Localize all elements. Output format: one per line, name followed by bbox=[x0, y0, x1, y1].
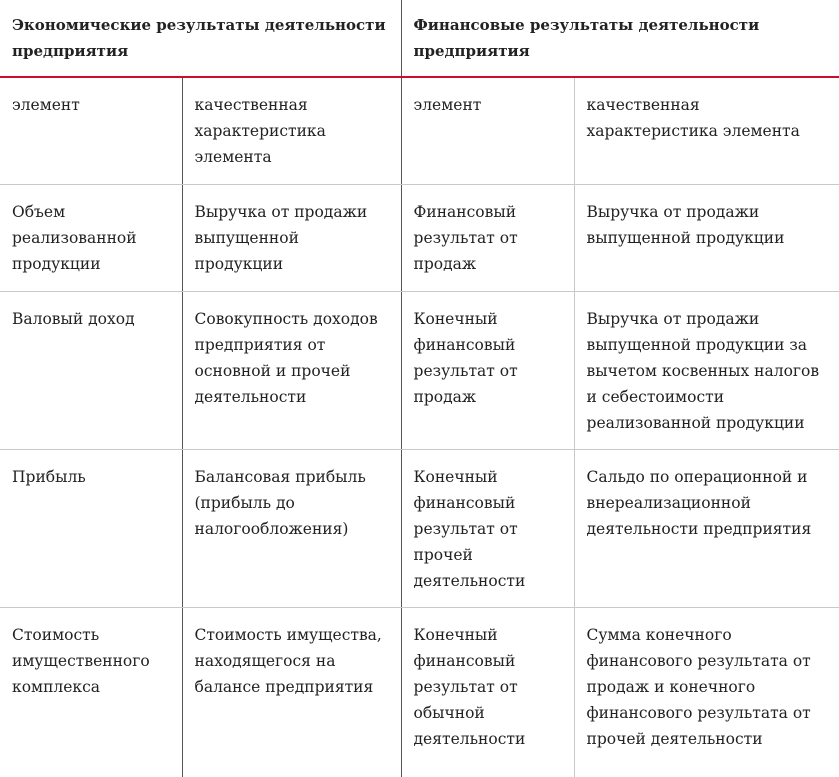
table-row bbox=[0, 449, 839, 607]
column-header-characteristic: качественная характеристика элемента bbox=[574, 77, 839, 184]
table-cell: Сумма конечного финансового результата от продаж и конечного финансового результата от прочей деятельности bbox=[586, 625, 811, 748]
economic-results-header: Экономические результаты деятельности предприятия bbox=[0, 0, 401, 77]
financial-results-header: Финансовые результаты деятельности предприятия bbox=[401, 0, 839, 77]
table-cell: Совокупность доходов предприятия от основной и прочей деятельности bbox=[182, 291, 401, 449]
table-cell: Объем реализованной продукции bbox=[0, 184, 182, 291]
column-header-element: элемент bbox=[401, 77, 574, 184]
column-header-row bbox=[0, 77, 839, 184]
table-cell: Конечный финансовый результат от обычной деятельности bbox=[401, 607, 574, 777]
column-header-characteristic: качественная характеристика элемента bbox=[182, 77, 401, 184]
table-row bbox=[0, 607, 839, 777]
table-cell: Конечный финансовый результат от прочей деятельности bbox=[401, 449, 574, 607]
table-cell: Выручка от продажи выпущенной продукции за вычетом косвенных налогов и себестоимости реализованной продукции bbox=[574, 291, 839, 449]
table-cell: Валовый доход bbox=[0, 291, 182, 449]
column-header-element: элемент bbox=[0, 77, 182, 184]
table-cell: Балансовая прибыль (прибыль до налогообложения) bbox=[182, 449, 401, 607]
table-cell: Сальдо по операционной и внереализационной деятельности предприятия bbox=[574, 449, 839, 607]
table-row bbox=[0, 291, 839, 449]
table-cell: Стоимость имущественного комплекса bbox=[0, 607, 182, 777]
table-cell: Конечный финансовый результат от продаж bbox=[401, 291, 574, 449]
table-cell: Стоимость имущества, находящегося на балансе предприятия bbox=[182, 607, 401, 777]
group-header-row bbox=[0, 0, 839, 77]
table-cell: Финансовый результат от продаж bbox=[401, 184, 574, 291]
table-cell: Выручка от продажи выпущенной продукции bbox=[574, 184, 839, 291]
table-cell: Выручка от продажи выпущенной продукции bbox=[182, 184, 401, 291]
table-cell: Прибыль bbox=[0, 449, 182, 607]
table-row bbox=[0, 184, 839, 291]
